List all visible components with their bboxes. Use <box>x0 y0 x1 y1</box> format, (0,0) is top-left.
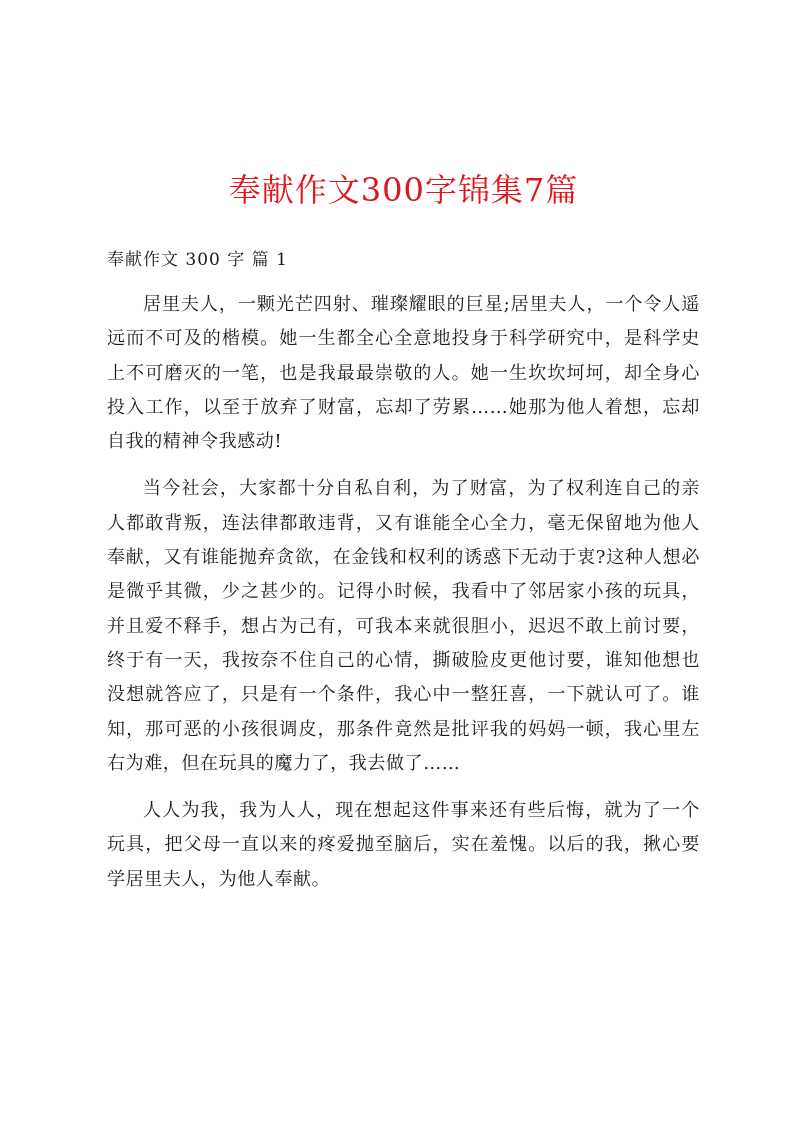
paragraph: 当今社会，大家都十分自私自利，为了财富，为了权利连自己的亲人都敢背叛，连法律都敢违背，又有谁能全心全力，毫无保留地为他人奉献，又有谁能抛弃贪欲，在金钱和权利的诱惑下无动于衷?这种人想必是微乎其微，少之甚少的。记得小时候，我看中了邻居家小孩的玩具，并且爱不释手，想占为己有，可我本来就很胆小，迟迟不敢上前讨要，终于有一天，我按奈不住自己的心情，撕破脸皮更他讨要，谁知他想也没想就答应了，只是有一个条件，我心中一整狂喜，一下就认可了。谁知，那可恶的小孩很调皮，那条件竟然是批评我的妈妈一顿，我心里左右为难，但在玩具的魔力了，我去做了…… <box>107 478 700 774</box>
document-title: 奉献作文300字锦集7篇 <box>228 171 579 209</box>
document-body <box>107 288 700 897</box>
section-heading: 奉献作文 300 字 篇 1 <box>107 250 288 270</box>
paragraph: 居里夫人，一颗光芒四射、璀璨耀眼的巨星;居里夫人，一个令人遥远而不可及的楷模。她一生都全心全意地投身于科学研究中，是科学史上不可磨灭的一笔，也是我最最崇敬的人。她一生坎坎坷坷，却全身心投入工作，以至于放弃了财富，忘却了劳累……她那为他人着想，忘却自我的精神令我感动! <box>107 294 700 453</box>
paragraph: 人人为我，我为人人，现在想起这件事来还有些后悔，就为了一个玩具，把父母一直以来的疼爱抛至脑后，实在羞愧。以后的我，揪心要学居里夫人，为他人奉献。 <box>107 800 700 890</box>
